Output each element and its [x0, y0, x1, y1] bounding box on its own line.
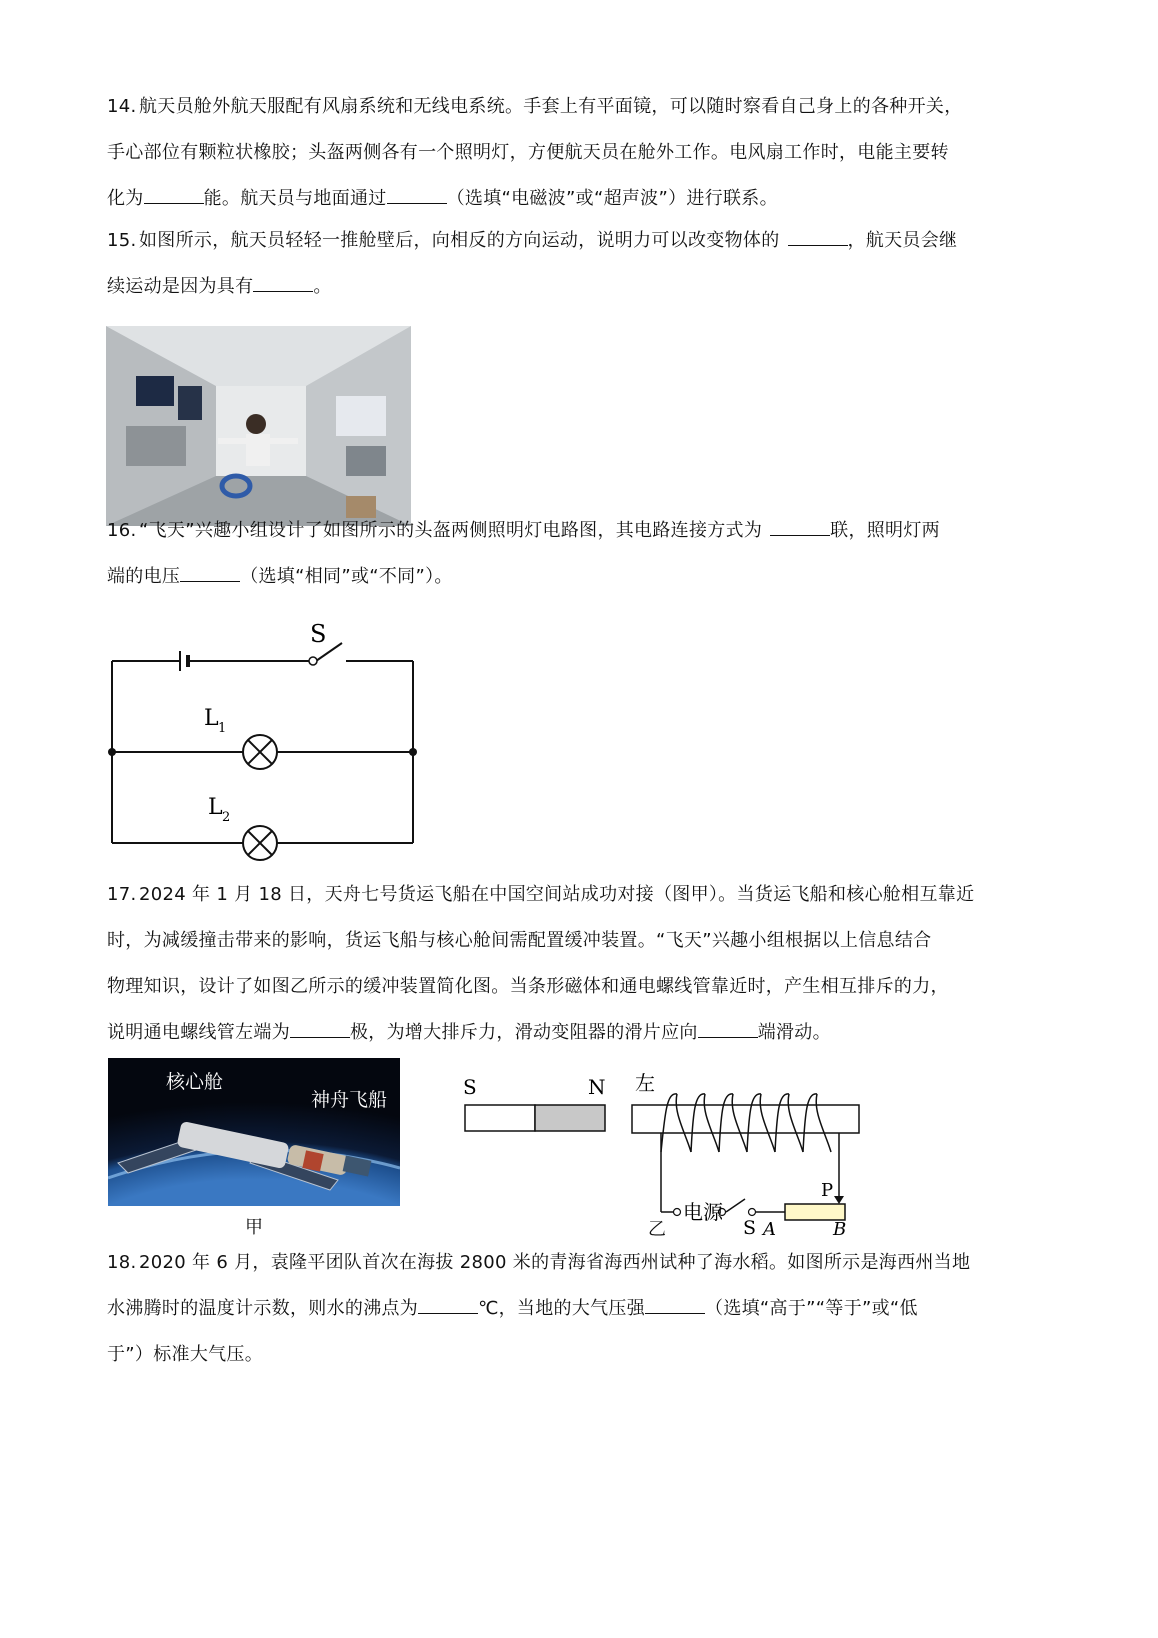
- question-text: 手心部位有颗粒状橡胶；头盔两侧各有一个照明灯，方便航天员在舱外工作。电风扇工作时，电能主要转: [107, 142, 949, 163]
- left-end-label: 左: [635, 1072, 655, 1095]
- question-text: 续运动是因为具有: [107, 276, 254, 297]
- answer-blank[interactable]: [144, 189, 204, 204]
- slider-arrow: [834, 1196, 844, 1204]
- question-number: 17.: [107, 884, 137, 905]
- switch-label: S: [743, 1217, 757, 1239]
- question-text: 于”）标准大气压。: [107, 1344, 264, 1365]
- answer-blank[interactable]: [253, 277, 313, 292]
- rheostat-a-label: A: [763, 1219, 776, 1240]
- answer-blank[interactable]: [645, 1299, 705, 1314]
- figure-caption-a: 甲: [245, 1217, 263, 1238]
- core-module-label: 核心舱: [166, 1071, 224, 1093]
- lamp-l1-label: L: [204, 706, 219, 731]
- question-number: 14.: [107, 96, 137, 117]
- question-text: （选填“电磁波”或“超声波”）进行联系。: [446, 188, 778, 209]
- junction-dot: [108, 748, 116, 756]
- question-18: [107, 1240, 1052, 1378]
- space-station-interior-photo: [106, 326, 411, 526]
- question-17: [107, 872, 1052, 1056]
- question-text: 水沸腾时的温度计示数，则水的沸点为: [107, 1298, 419, 1319]
- answer-blank[interactable]: [290, 1023, 350, 1038]
- question-text: 。: [313, 276, 332, 297]
- question-14: [107, 84, 1052, 222]
- question-text: 2020 年 6 月，袁隆平团队首次在海拔 2800 米的青海省海西州试种了海水稻。如图所示是海西州当地: [139, 1252, 971, 1273]
- question-text: 时，为减缓撞击带来的影响，货运飞船与核心舱间需配置缓冲装置。“飞天”兴趣小组根据以上信息结合: [107, 930, 932, 951]
- answer-blank[interactable]: [698, 1023, 758, 1038]
- question-text: ℃，当地的大气压强: [478, 1298, 646, 1319]
- lamp-l2-subscript: 2: [222, 810, 231, 825]
- magnet-n-half: [535, 1105, 605, 1131]
- question-text: （选填“高于”“等于”或“低: [705, 1298, 918, 1319]
- question-number: 18.: [107, 1252, 137, 1273]
- answer-blank[interactable]: [387, 189, 447, 204]
- question-text: 端滑动。: [757, 1022, 831, 1043]
- question-text: 如图所示，航天员轻轻一推舱壁后，向相反的方向运动，说明力可以改变物体的: [139, 230, 780, 251]
- magnet-s-half: [465, 1105, 535, 1131]
- lamp-l1-subscript: 1: [218, 721, 227, 736]
- answer-blank[interactable]: [418, 1299, 478, 1314]
- question-text: 化为: [107, 188, 144, 209]
- space-station-docking-photo: [108, 1058, 400, 1206]
- question-15: [107, 218, 1052, 310]
- lamp-l2-label: L: [208, 795, 223, 820]
- question-text: 端的电压: [107, 566, 181, 587]
- question-text: 物理知识，设计了如图乙所示的缓冲装置简化图。当条形磁体和通电螺线管靠近时，产生相互排斥的力，: [107, 976, 949, 997]
- answer-blank[interactable]: [770, 521, 830, 536]
- question-text: 极，为增大排斥力，滑动变阻器的滑片应向: [350, 1022, 698, 1043]
- question-16: [107, 508, 1052, 600]
- parallel-circuit-diagram: [100, 618, 430, 868]
- question-text: ，航天员会继: [847, 230, 958, 251]
- question-number: 16.: [107, 520, 137, 541]
- spacecraft-label: 神舟飞船: [311, 1089, 388, 1111]
- rheostat-b-label: B: [833, 1219, 847, 1240]
- magnet-s-label: S: [463, 1075, 477, 1099]
- junction-dot: [409, 748, 417, 756]
- slider-p-label: P: [821, 1180, 834, 1201]
- magnet-n-label: N: [588, 1075, 606, 1099]
- answer-blank[interactable]: [180, 567, 240, 582]
- switch-label: S: [310, 620, 327, 648]
- question-text: （选填“相同”或“不同”）。: [240, 566, 453, 587]
- power-source-label: 电源: [683, 1200, 723, 1224]
- switch-contact: [309, 657, 317, 665]
- question-number: 15.: [107, 230, 137, 251]
- question-text: 说明通电螺线管左端为: [107, 1022, 290, 1043]
- question-text: 2024 年 1 月 18 日，天舟七号货运飞船在中国空间站成功对接（图甲）。当货运飞船和核心舱相互靠近: [139, 884, 975, 905]
- question-text: 能。航天员与地面通过: [203, 188, 387, 209]
- figure-caption-b: 乙: [648, 1219, 666, 1240]
- magnet-solenoid-diagram: [455, 1072, 885, 1242]
- question-text: 航天员舱外航天服配有风扇系统和无线电系统。手套上有平面镜，可以随时察看自己身上的各种开关，: [139, 96, 963, 117]
- question-text: “飞天”兴趣小组设计了如图所示的头盔两侧照明灯电路图，其电路连接方式为: [139, 520, 763, 541]
- question-text: 联，照明灯两: [830, 520, 940, 541]
- rheostat: [785, 1204, 845, 1220]
- answer-blank[interactable]: [788, 231, 848, 246]
